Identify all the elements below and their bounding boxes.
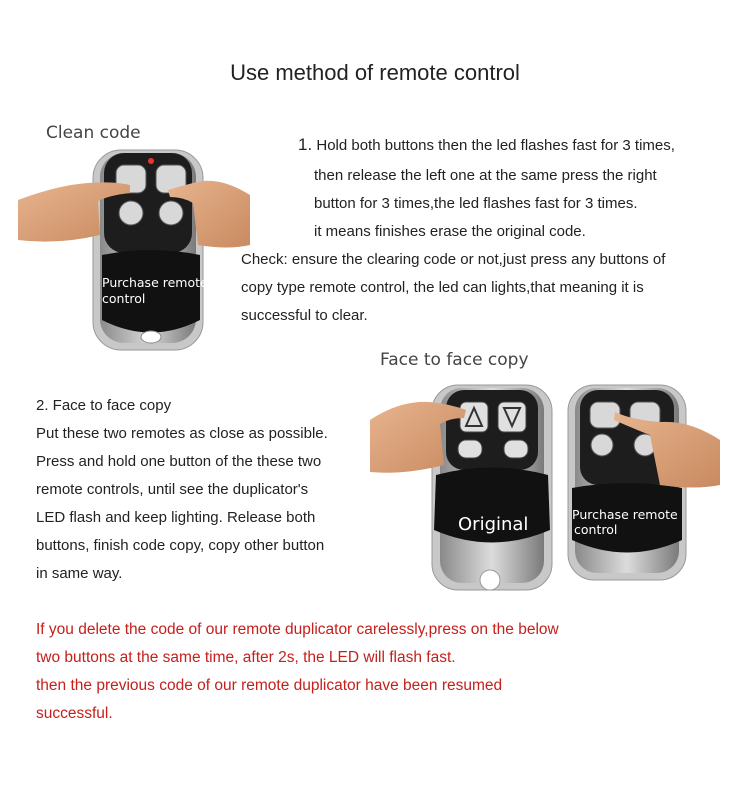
purchase-remote-label-2: control [574,522,618,537]
clean-code-caption: Clean code [46,123,141,143]
step1-line-4: it means finishes erase the original code. [314,223,586,240]
clean-code-remote-label-2: control [102,291,146,306]
note-line-3: then the previous code of our remote duplicator have been resumed [36,677,503,694]
step2-line-1: 2. Face to face copy [36,397,172,414]
purchase-remote-label-1: Purchase remote [572,507,678,522]
step1-line-3: button for 3 times,the led flashes fast for 3 times. [314,195,638,212]
step2-line-4: remote controls, until see the duplicator's [36,481,309,498]
note-line-2: two buttons at the same time, after 2s, the LED will flash fast. [36,649,456,666]
step2-line-5: LED flash and keep lighting. Release both [36,509,316,526]
step1-line-1: 1. Hold both buttons then the led flashes fast for 3 times, [298,135,675,154]
note-line-1: If you delete the code of our remote duplicator carelessly,press on the below [36,621,559,638]
check-line-1: Check: ensure the clearing code or not,just press any buttons of [241,251,666,268]
step2-line-6: buttons, finish code copy, copy other button [36,537,325,554]
clean-code-remote-label-1: Purchase remote [102,275,208,290]
step2-line-3: Press and hold one button of the these two [36,453,322,470]
original-remote-label: Original [458,514,529,535]
step1-line-2: then release the left one at the same press the right [314,167,657,184]
step2-line-2: Put these two remotes as close as possible. [36,425,328,442]
check-line-3: successful to clear. [241,307,368,324]
face-to-face-remote-illustration [370,380,720,595]
note-line-4: successful. [36,705,113,722]
check-line-2: copy type remote control, the led can lights,that meaning it is [241,279,644,296]
face-to-face-caption: Face to face copy [380,350,529,370]
step2-line-7: in same way. [36,565,123,582]
page-title: Use method of remote control [230,60,520,85]
clean-code-remote-illustration [18,145,250,365]
step1-number: 1. [298,135,313,154]
